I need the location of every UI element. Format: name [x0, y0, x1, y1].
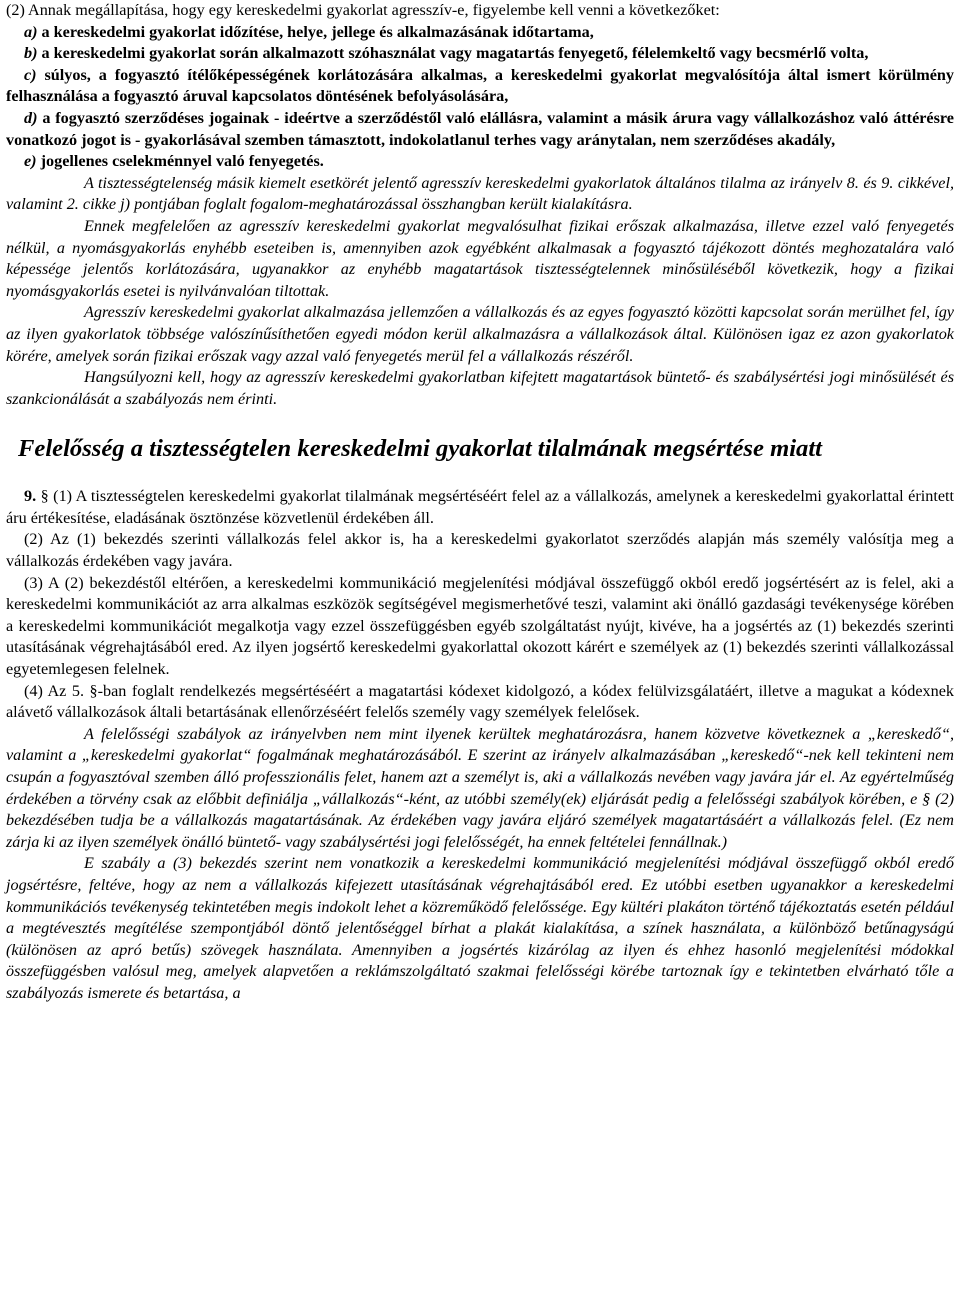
list-text-e: jogellenes cselekménnyel való fenyegetés.: [36, 152, 324, 171]
section-9-paragraph-2: (2) Az (1) bekezdés szerinti vállalkozás felel akkor is, ha a kereskedelmi gyakorlatot szerződés alapján más személy valósítja meg a vállalkozás érdekében vagy javára.: [6, 530, 954, 571]
commentary-paragraph: E szabály a (3) bekezdés szerint nem vonatkozik a kereskedelmi kommunikáció megjelenítési módjával összefüggő okból eredő jogsértésre, feltéve, hogy az nem a vállalkozás kifejezett utasításának végrehajtásából ered. Ez utóbbi esetben ugyanakkor a kereskedelmi kommunikációs tevékenység tekintetében megis indokolt lehet a közreműködő felelőssége. Egy kültéri plakáton történő tájékoztatás esetén például a megtévesztés megítélése szempontjából döntő jelentőséggel bírhat a plakát kialakítása, a színek használata, a különböző betűnagyságú (különösen az apró betűs) szövegek használata. Amennyiben a jogsértés kizárólag az ilyen és ehhez hasonló megjelenítési módokkal összefüggésben valósul meg, amelyek alapvetően a reklámszolgáltató szakmai felelősségi körébe tartoznak így e tekintetben elvárható tőle a szabályozás ismerete és betartása, a: [6, 854, 954, 1002]
list-text-b: a kereskedelmi gyakorlat során alkalmazott szóhasználat vagy magatartás fenyegető, félelemkeltő vagy becsmérlő volta,: [37, 44, 869, 63]
list-item-c: [6, 65, 954, 108]
list-letter-b: b): [24, 44, 38, 63]
list-letter-a: a): [24, 22, 38, 41]
commentary-paragraph: A tisztességtelenség másik kiemelt esetkörét jelentő agresszív kereskedelmi gyakorlatok általános tilalma az irányelv 8. és 9. cikkével, valamint 2. cikke j) pontjában foglalt fogalom-meghatározással összhangban került kialakításra.: [6, 173, 954, 214]
list-item-e: [6, 151, 954, 173]
list-text-c: súlyos, a fogyasztó ítélőképességének korlátozására alkalmas, a kereskedelmi gyakorlat megvalósítója által ismert körülmény felhasználása a fogyasztó áruval kapcsolatos döntésének befolyásolására,: [6, 65, 954, 106]
list-item-a: [6, 22, 954, 44]
section-9-paragraph-3: (3) A (2) bekezdéstől eltérően, a kereskedelmi kommunikáció megjelenítési módjával összefüggő okból eredő jogsértésért az is felel, aki a kereskedelmi kommunikációt az arra alkalmas eszközök segítségével megismerhetővé teszi, valamint aki önálló gazdasági tevékenysége körében a kereskedelmi kommunikációt megalkotja vagy ezzel összefüggésben egyéb szolgáltatást nyújt, kivéve, ha a jogsértés az (1) bekezdés szerinti utasításának végrehajtásából ered. Az ilyen jogsértő kereskedelmi gyakorlattal okozott kárért e személyek az (1) bekezdés szerinti vállalkozással egyetemlegesen felelnek.: [6, 573, 954, 679]
section-9-paragraph-4: (4) Az 5. §-ban foglalt rendelkezés megsértéséért a magatartási kódexet kidolgozó, a kódex felülvizsgálatáért, illetve a magukat a kódexnek alávető vállalkozások általi betartásának ellenőrzéséért felelős személy vagy személyek felelősek.: [6, 681, 954, 722]
list-letter-c: c): [24, 65, 37, 84]
commentary-paragraph: Ennek megfelelően az agresszív kereskedelmi gyakorlat megvalósulhat fizikai erőszak alkalmazása, illetve ezzel való fenyegetés nélkül, a nyomásgyakorlás enyhébb eseteiben is, amennyiben azok egyébként alkalmasak a fogyasztó tájékozott döntés meghozatalára való képessége jelentős korlátozására, ugyanakkor az enyhébb magatartások tisztességtelennek minősüléséből következik, hogy a fizikai nyomásgyakorlás esetei is nyilvánvalóan tiltottak.: [6, 216, 954, 300]
commentary-paragraph: Agresszív kereskedelmi gyakorlat alkalmazása jellemzően a vállalkozás és az egyes fogyasztó közötti kapcsolat során merülhet fel, így az ilyen gyakorlatok többsége valószínűsíthetően egyedi módon kerül alkalmazásra a vállalkozások által. Különösen igaz ez azon gyakorlatok körére, amelyek során fizikai erőszak vagy azzal való fenyegetés merül fel a vállalkozás részéről.: [6, 303, 954, 365]
commentary-paragraph: A felelősségi szabályok az irányelvben nem mint ilyenek kerültek meghatározásra, hanem közvetve következnek a „kereskedő“, valamint a „kereskedelmi gyakorlat“ fogalmának meghatározásából. E szerint az irányelv alkalmazásában „kereskedő“-nek kell tekinteni nem csupán a fogyasztóval szemben álló professzionális felet, hanem azt a személyt is, aki a vállalkozás nevében vagy javára jár el. Az egyértelműség érdekében a törvény csak az előbbit definiálja „vállalkozás“-ként, az utóbbi személy(ek) eljárását pedig a felelősségi szabályok körében, e § (2) bekezdésében tudja be a vállalkozás magatartásának. Az érdekében vagy javára eljáró személyek magatartásáért a vállalkozás felel. (Ez nem zárja ki az ilyen személyek önálló büntető- vagy szabálysértési jogi felelősségét, ha ennek feltételei fennállnak.): [6, 724, 954, 851]
section-9-p1-text: § (1) A tisztességtelen kereskedelmi gyakorlat tilalmának megsértéséért felel az a vállalkozás, amelynek a kereskedelmi gyakorlattal érintett áru értékesítése, eladásának ösztönzése közvetlenül érdekében áll.: [6, 487, 954, 527]
list-item-d: [6, 108, 954, 151]
section-heading: Felelősség a tisztességtelen kereskedelmi gyakorlat tilalmának megsértése miatt: [18, 435, 822, 463]
list-text-d: a fogyasztó szerződéses jogainak - ideértve a szerződéstől való elállásra, valamint a másik árura vagy vállalkozáshoz való áttérésre vonatkozó jogot is - gyakorlásával szemben támasztott, indokolatlanul terhes vagy aránytalan, nem szerződéses akadály,: [6, 108, 954, 149]
commentary-paragraph: Hangsúlyozni kell, hogy az agresszív kereskedelmi gyakorlatban kifejtett magatartások büntető- és szabálysértési jogi minősülését és szankcionálását a szabályozás nem érinti.: [6, 368, 954, 408]
list-item-b: [6, 43, 954, 65]
list-text-a: a kereskedelmi gyakorlat időzítése, helye, jellege és alkalmazásának időtartama,: [37, 22, 594, 41]
section-number: 9.: [24, 487, 37, 506]
list-letter-e: e): [24, 152, 37, 171]
section-9-paragraph-1: [6, 486, 954, 529]
list-letter-d: d): [24, 108, 38, 127]
list-intro: (2) Annak megállapítása, hogy egy kereskedelmi gyakorlat agresszív-e, figyelembe kell venni a következőket:: [6, 1, 720, 19]
